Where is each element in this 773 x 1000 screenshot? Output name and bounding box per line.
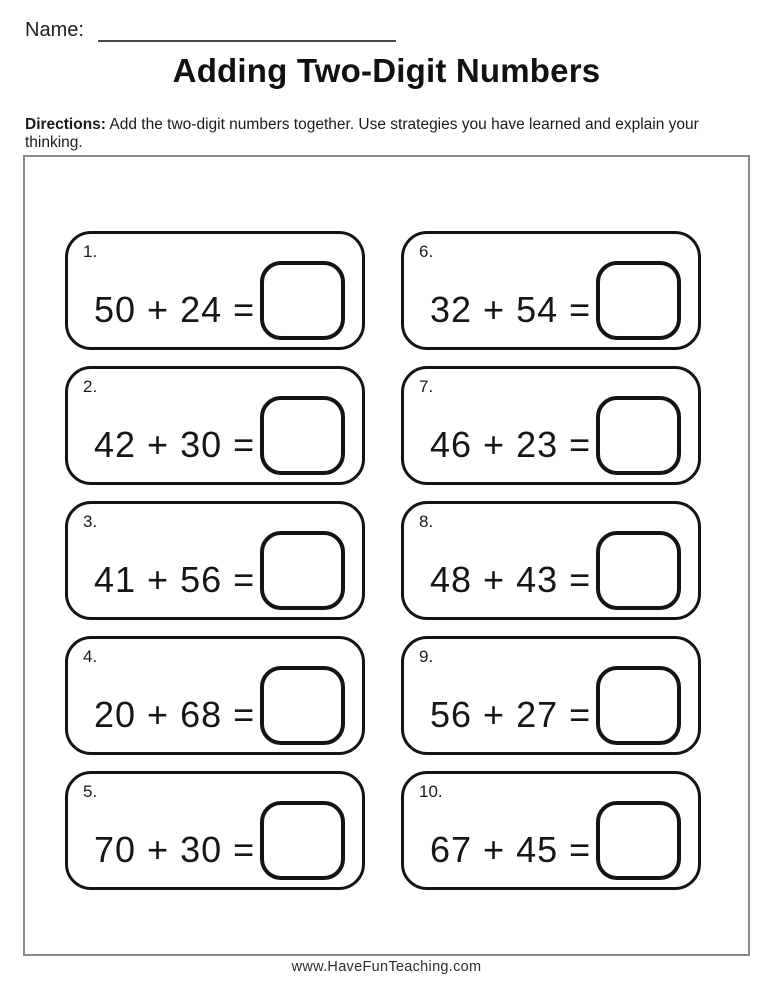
problem-number: 1. — [83, 242, 98, 261]
problem-expression: 41 + 56 = — [94, 559, 256, 600]
problem-number: 3. — [83, 512, 98, 531]
problem-card-5 — [65, 771, 365, 890]
answer-box-10[interactable] — [596, 801, 681, 880]
problem-card-2 — [65, 366, 365, 485]
problem-number: 7. — [419, 377, 434, 396]
problem-expression: 67 + 45 = — [430, 829, 592, 870]
answer-box-7[interactable] — [596, 396, 681, 475]
name-row — [25, 18, 396, 42]
problem-number: 4. — [83, 647, 98, 666]
answer-box-6[interactable] — [596, 261, 681, 340]
problem-expression: 56 + 27 = — [430, 694, 592, 735]
answer-box-5[interactable] — [260, 801, 345, 880]
problem-expression: 42 + 30 = — [94, 424, 256, 465]
problem-grid — [65, 231, 701, 890]
directions — [25, 116, 751, 152]
directions-text: Add the two-digit numbers together. Use strategies you have learned and explain your thinking. — [25, 116, 699, 151]
problem-card-4 — [65, 636, 365, 755]
name-label: Name: — [25, 19, 84, 41]
problem-card-10 — [401, 771, 701, 890]
problem-number: 10. — [419, 782, 443, 801]
directions-label: Directions: — [25, 116, 106, 133]
footer-url: www.HaveFunTeaching.com — [291, 959, 482, 975]
problem-card-8 — [401, 501, 701, 620]
answer-box-1[interactable] — [260, 261, 345, 340]
problem-card-7 — [401, 366, 701, 485]
problem-number: 2. — [83, 377, 98, 396]
worksheet-title: Adding Two-Digit Numbers — [172, 52, 601, 89]
worksheet-frame — [23, 155, 750, 956]
problem-expression: 70 + 30 = — [94, 829, 256, 870]
name-fill-in-line[interactable] — [98, 19, 396, 42]
problem-card-6 — [401, 231, 701, 350]
problem-number: 8. — [419, 512, 434, 531]
problem-number: 9. — [419, 647, 434, 666]
answer-box-9[interactable] — [596, 666, 681, 745]
problem-card-3 — [65, 501, 365, 620]
answer-box-3[interactable] — [260, 531, 345, 610]
problem-number: 5. — [83, 782, 98, 801]
answer-box-8[interactable] — [596, 531, 681, 610]
problem-expression: 50 + 24 = — [94, 289, 256, 330]
problem-card-1 — [65, 231, 365, 350]
problem-expression: 32 + 54 = — [430, 289, 592, 330]
problem-number: 6. — [419, 242, 434, 261]
answer-box-4[interactable] — [260, 666, 345, 745]
problem-card-9 — [401, 636, 701, 755]
problem-expression: 20 + 68 = — [94, 694, 256, 735]
problem-expression: 46 + 23 = — [430, 424, 592, 465]
problem-expression: 48 + 43 = — [430, 559, 592, 600]
answer-box-2[interactable] — [260, 396, 345, 475]
